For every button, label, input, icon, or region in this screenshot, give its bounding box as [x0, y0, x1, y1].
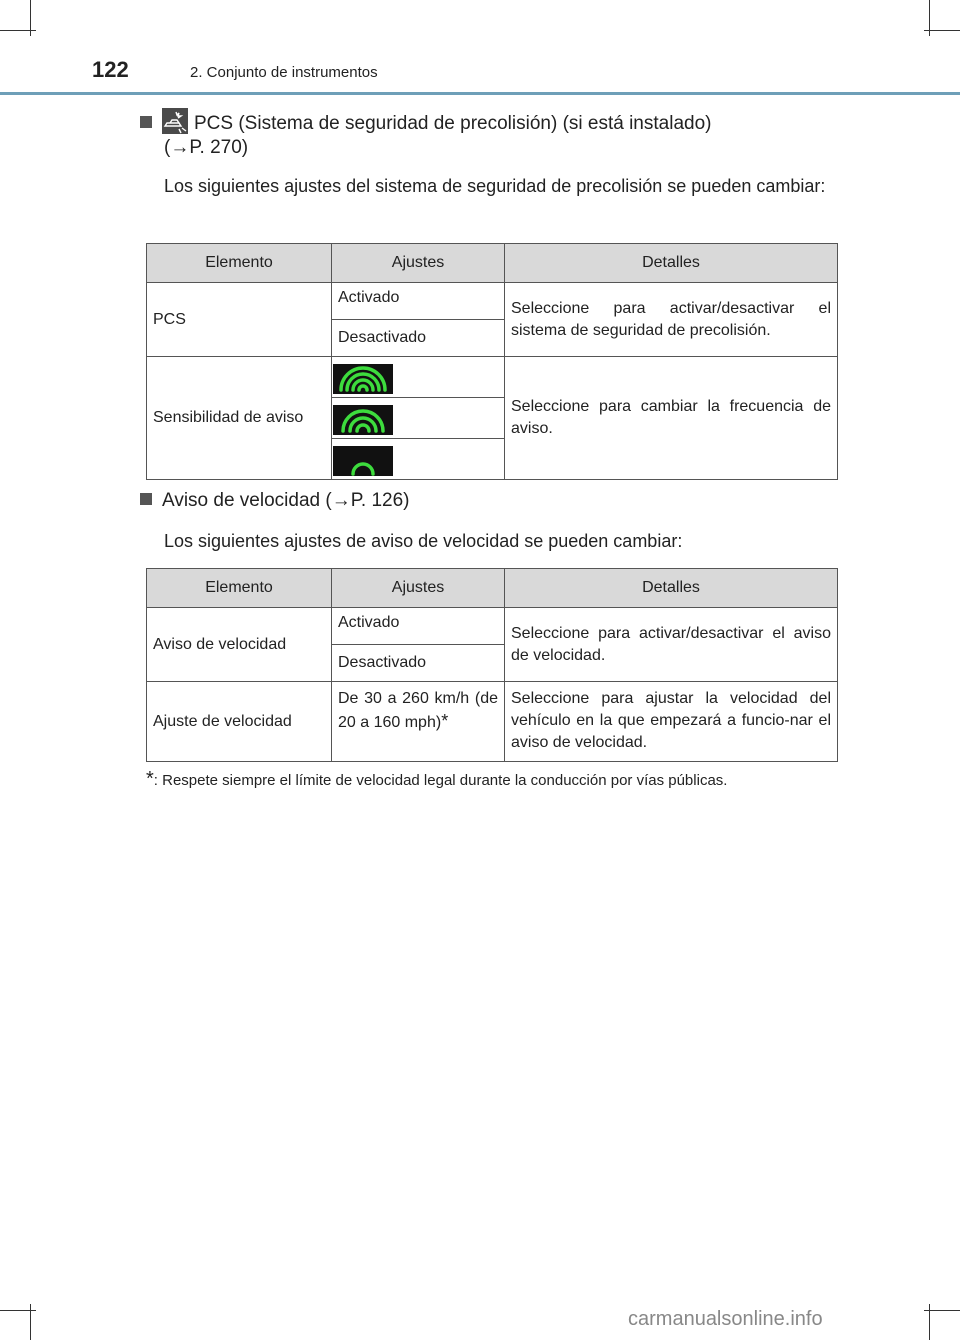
sensitivity-high-cell — [332, 357, 505, 398]
table-row — [147, 682, 838, 762]
speed-range-text: De 30 a 260 km/h (de 20 a 160 mph) — [338, 690, 498, 731]
pcs-reference[interactable]: (→P. 270) — [164, 137, 249, 158]
table-header-row — [147, 244, 838, 283]
watermark: carmanualsonline.info — [628, 1308, 823, 1330]
sensitivity-mid-icon — [333, 405, 393, 435]
element-sensibilidad: Sensibilidad de aviso — [147, 357, 332, 480]
speed-title-text: Aviso de velocidad (→P. 126) — [162, 490, 410, 511]
details-pcs: Seleccione para activar/desactivar el sistema de seguridad de precolisión. — [505, 283, 838, 357]
table-row — [147, 283, 838, 320]
details-sensibilidad: Seleccione para cambiar la frecuencia de aviso. — [505, 357, 838, 480]
table-row — [147, 357, 838, 398]
element-ajuste-velocidad: Ajuste de velocidad — [147, 682, 332, 762]
header-detalles: Detalles — [505, 569, 838, 608]
setting-activado: Activado — [332, 608, 505, 645]
pcs-intro: Los siguientes ajustes del sistema de seguridad de precolisión se pueden cambiar: — [164, 176, 826, 196]
crop-mark-top-right-h — [924, 30, 960, 31]
page-number: 122 — [92, 57, 129, 82]
speed-table — [146, 568, 838, 762]
pcs-warning-icon — [162, 108, 188, 134]
sensitivity-low-icon — [333, 446, 393, 476]
crop-mark-bottom-right-h — [924, 1310, 960, 1311]
details-ajuste-velocidad: Seleccione para ajustar la velocidad del vehículo en la que empezará a funcio-nar el aviso de velocidad. — [505, 682, 838, 762]
header-elemento: Elemento — [147, 569, 332, 608]
header-elemento: Elemento — [147, 244, 332, 283]
chapter-title: 2. Conjunto de instrumentos — [190, 64, 378, 81]
sensitivity-mid-cell — [332, 398, 505, 439]
sensitivity-low-cell — [332, 439, 505, 480]
table-header-row — [147, 569, 838, 608]
element-pcs: PCS — [147, 283, 332, 357]
header-ajustes: Ajustes — [332, 569, 505, 608]
setting-desactivado: Desactivado — [332, 320, 505, 357]
footnote — [146, 768, 727, 791]
element-aviso-velocidad: Aviso de velocidad — [147, 608, 332, 682]
square-bullet-icon — [140, 116, 152, 128]
header-ajustes: Ajustes — [332, 244, 505, 283]
asterisk-mark: * — [441, 711, 449, 731]
pcs-section-title — [140, 108, 711, 135]
footnote-text: : Respete siempre el límite de velocidad legal durante la conducción por vías públicas. — [153, 772, 728, 789]
crop-mark-bottom-left-h — [0, 1310, 36, 1311]
setting-desactivado: Desactivado — [332, 645, 505, 682]
sensitivity-high-icon — [333, 364, 393, 394]
speed-section-title — [140, 490, 410, 512]
page-header — [0, 55, 960, 95]
setting-activado: Activado — [332, 283, 505, 320]
table-row — [147, 608, 838, 645]
pcs-table — [146, 243, 838, 480]
pcs-title-text: PCS (Sistema de seguridad de precolisión) (si está instalado) — [194, 113, 712, 134]
details-aviso-velocidad: Seleccione para activar/desactivar el aviso de velocidad. — [505, 608, 838, 682]
header-rule — [0, 92, 960, 95]
crop-mark-top-left-h — [0, 30, 36, 31]
speed-intro: Los siguientes ajustes de aviso de velocidad se pueden cambiar: — [164, 531, 683, 551]
setting-rango-velocidad — [332, 682, 505, 762]
square-bullet-icon — [140, 493, 152, 505]
header-detalles: Detalles — [505, 244, 838, 283]
footnote-mark: * — [146, 768, 154, 790]
